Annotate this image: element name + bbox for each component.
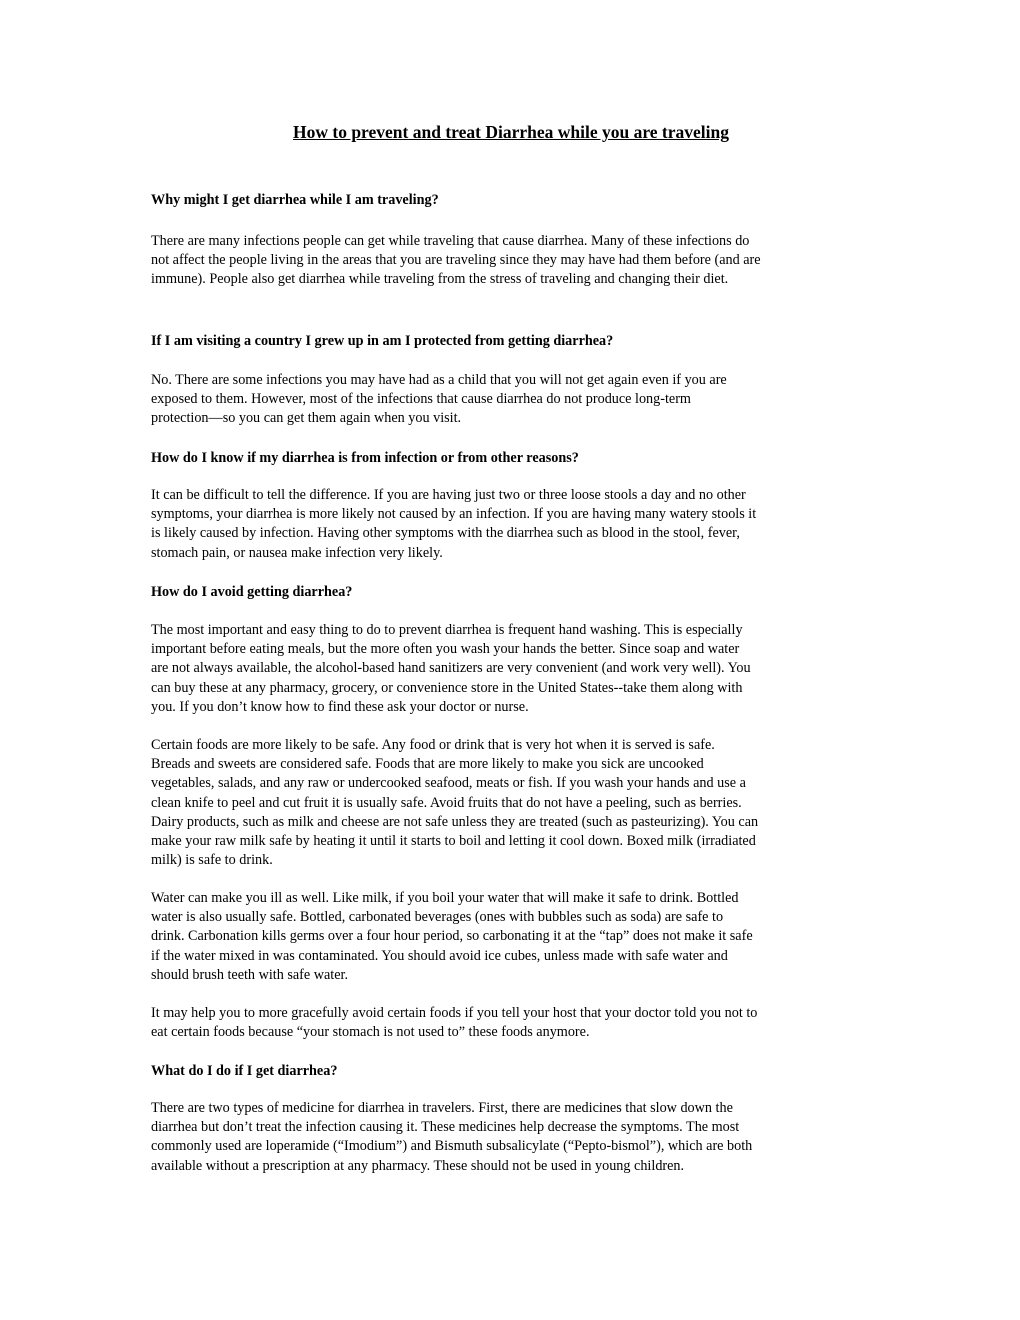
text-line: Dairy products, such as milk and cheese are not safe unless they are treated (such as pasteurizing). You can: [151, 813, 759, 830]
text-line: stomach pain, or nausea make infection very likely.: [151, 544, 443, 561]
text-line: protection—so you can get them again when you visit.: [151, 410, 462, 427]
text-line: It can be difficult to tell the difference. If you are having just two or three loose stools a day and no other: [151, 487, 746, 503]
text-line: exposed to them. However, most of the infections that cause diarrhea do not produce long-term: [151, 391, 691, 408]
section-heading-infection-or-other: How do I know if my diarrhea is from infection or from other reasons?: [151, 450, 579, 466]
text-line: not affect the people living in the areas that you are traveling since they may have had them before (and are: [151, 252, 761, 269]
text-line: drink. Carbonation kills germs over a four hour period, so carbonating it at the “tap” does not make it safe: [151, 928, 753, 945]
text-line: you. If you don’t know how to find these ask your doctor or nurse.: [151, 698, 529, 715]
paragraph-safe-foods: [151, 736, 881, 870]
text-line: milk) is safe to drink.: [151, 852, 273, 869]
text-line: is likely caused by infection. Having other symptoms with the diarrhea such as blood in the stool, fever,: [151, 525, 740, 542]
text-line: symptoms, your diarrhea is more likely not caused by an infection. If you are having many watery stools it: [151, 506, 757, 523]
section-heading-country-grew-up: If I am visiting a country I grew up in am I protected from getting diarrhea?: [151, 333, 614, 349]
section-heading-avoid-diarrhea: How do I avoid getting diarrhea?: [151, 584, 353, 600]
text-line: The most important and easy thing to do to prevent diarrhea is frequent hand washing. This is especially: [151, 622, 743, 638]
text-line: Breads and sweets are considered safe. Foods that are more likely to make you sick are uncooked: [151, 756, 704, 773]
paragraph-infection-or-other: [151, 486, 881, 563]
paragraph-gracefully-avoid: [151, 1004, 881, 1042]
paragraph-why-diarrhea: [151, 232, 881, 290]
section-heading-what-to-do: What do I do if I get diarrhea?: [151, 1063, 338, 1079]
paragraph-country-grew-up: [151, 371, 881, 429]
text-line: can buy these at any pharmacy, grocery, or convenience store in the United States--take them along with: [151, 679, 743, 696]
text-line: vegetables, salads, and any raw or undercooked seafood, meats or fish. If you wash your hands and use a: [151, 775, 746, 792]
text-line: should brush teeth with safe water.: [151, 966, 349, 983]
paragraph-water: [151, 889, 881, 985]
text-line: diarrhea but don’t treat the infection causing it. These medicines help decrease the symptoms. The most: [151, 1119, 740, 1136]
paragraph-medicine-types: [151, 1099, 881, 1176]
text-line: commonly used are loperamide (“Imodium”) and Bismuth subsalicylate (“Pepto-bismol”), which are both: [151, 1138, 753, 1155]
text-line: It may help you to more gracefully avoid certain foods if you tell your host that your doctor told you not to: [151, 1005, 758, 1021]
text-line: Water can make you ill as well. Like milk, if you boil your water that will make it safe to drink. Bottled: [151, 890, 739, 906]
document-title: How to prevent and treat Diarrhea while you are traveling: [293, 122, 729, 142]
text-line: water is also usually safe. Bottled, carbonated beverages (ones with bubbles such as soda) are safe to: [151, 909, 724, 926]
text-line: make your raw milk safe by heating it until it starts to boil and letting it cool down. Boxed milk (irradiated: [151, 833, 756, 850]
section-heading-why-diarrhea: Why might I get diarrhea while I am traveling?: [151, 192, 439, 208]
text-line: There are many infections people can get while traveling that cause diarrhea. Many of these infections do: [151, 233, 750, 249]
text-line: Certain foods are more likely to be safe. Any food or drink that is very hot when it is served is safe.: [151, 737, 715, 753]
text-line: No. There are some infections you may have had as a child that you will not get again even if you are: [151, 372, 727, 388]
text-line: immune). People also get diarrhea while traveling from the stress of traveling and changing their diet.: [151, 271, 729, 288]
text-line: clean knife to peel and cut fruit it is usually safe. Avoid fruits that do not have a peeling, such as berries.: [151, 794, 742, 811]
text-line: important before eating meals, but the more often you wash your hands the better. Since soap and water: [151, 641, 740, 658]
text-line: There are two types of medicine for diarrhea in travelers. First, there are medicines that slow down the: [151, 1100, 733, 1116]
text-line: available without a prescription at any pharmacy. These should not be used in young children.: [151, 1157, 685, 1174]
text-line: eat certain foods because “your stomach is not used to” these foods anymore.: [151, 1024, 590, 1041]
text-line: are not always available, the alcohol-based hand sanitizers are very convenient (and work very well). You: [151, 660, 751, 677]
paragraph-hand-washing: [151, 621, 881, 717]
text-line: if the water mixed in was contaminated. You should avoid ice cubes, unless made with safe water and: [151, 947, 728, 964]
